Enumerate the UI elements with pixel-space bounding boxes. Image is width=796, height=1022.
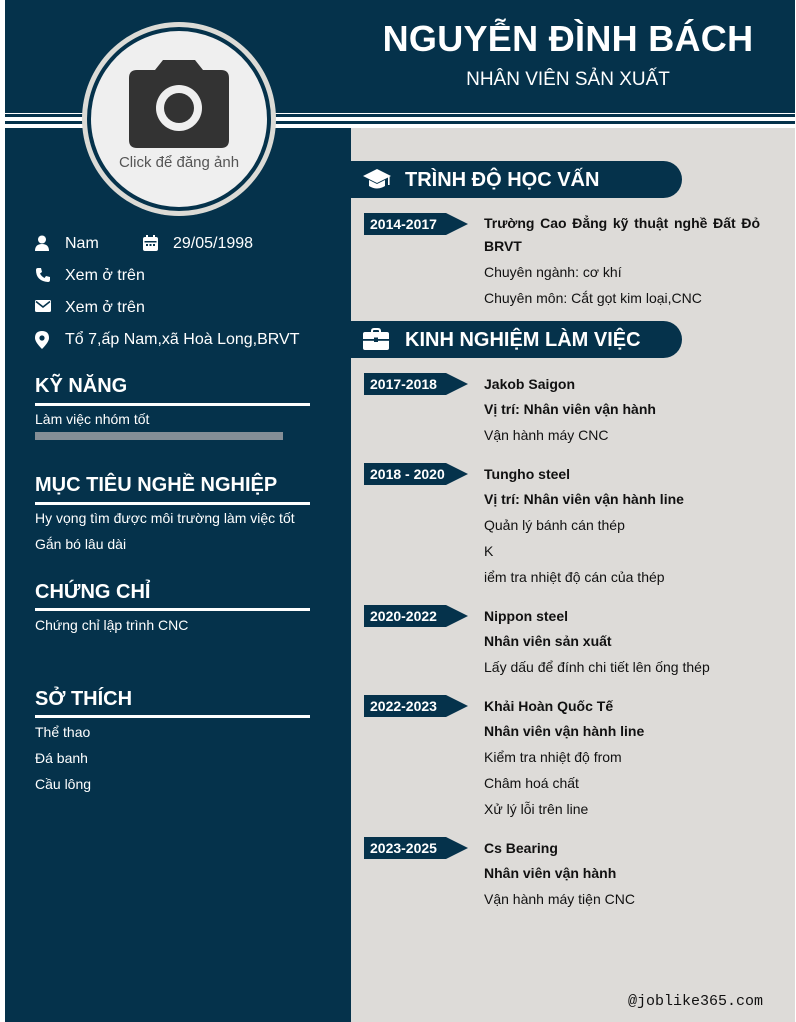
year-tag-label: 2018 - 2020 bbox=[370, 466, 445, 482]
job-position: Vị trí: Nhân viên vận hành bbox=[484, 401, 656, 417]
phone-icon bbox=[35, 267, 51, 283]
phone-value: Xem ở trên bbox=[65, 267, 145, 284]
job-detail: Xử lý lỗi trên line bbox=[484, 801, 589, 817]
job-detail: Lấy dấu để đính chi tiết lên ống thép bbox=[484, 659, 710, 675]
birthdate-value: 29/05/1998 bbox=[173, 235, 254, 252]
year-tag-label: 2014-2017 bbox=[370, 216, 437, 232]
user-icon bbox=[35, 235, 49, 251]
experience-title: KINH NGHIỆM LÀM VIỆC bbox=[405, 329, 641, 351]
education-specialty: Chuyên môn: Cắt gọt kim loại,CNC bbox=[484, 290, 702, 306]
job-position: Nhân viên sản xuất bbox=[484, 633, 612, 649]
left-sidebar bbox=[5, 128, 351, 1022]
career-goal-line: Hy vọng tìm được môi trường làm việc tốt bbox=[35, 510, 295, 526]
company-name: Cs Bearing bbox=[484, 840, 558, 856]
year-tag-label: 2020-2022 bbox=[370, 608, 437, 624]
candidate-job-title: NHÂN VIÊN SẢN XUẤT bbox=[466, 69, 670, 90]
job-detail: K bbox=[484, 543, 494, 559]
experience-banner bbox=[351, 321, 682, 358]
job-position: Nhân viên vận hành bbox=[484, 865, 617, 881]
certificates-title: CHỨNG CHỈ bbox=[35, 581, 151, 603]
gender-value: Nam bbox=[65, 235, 99, 252]
company-name: Nippon steel bbox=[484, 608, 569, 624]
year-tag-label: 2022-2023 bbox=[370, 698, 437, 714]
site-watermark: @joblike365.com bbox=[628, 993, 764, 1010]
hobby-item: Cầu lông bbox=[35, 776, 92, 792]
year-tag-label: 2023-2025 bbox=[370, 840, 437, 856]
job-detail: iểm tra nhiệt độ cán của thép bbox=[484, 569, 665, 585]
skill-name: Làm việc nhóm tốt bbox=[35, 411, 150, 427]
email-value: Xem ở trên bbox=[65, 299, 145, 316]
job-detail: Quản lý bánh cán thép bbox=[484, 517, 625, 533]
job-detail: Châm hoá chất bbox=[484, 775, 579, 791]
school-name: Trường Cao Đẳng kỹ thuật nghề Đất Đỏ BRVT bbox=[484, 215, 760, 254]
hobby-item: Đá banh bbox=[35, 750, 88, 766]
skills-title: KỸ NĂNG bbox=[35, 375, 128, 397]
hobbies-divider bbox=[35, 715, 310, 718]
certificate-item: Chứng chỉ lập trình CNC bbox=[35, 617, 189, 633]
address-value: Tổ 7,ấp Nam,xã Hoà Long,BRVT bbox=[65, 331, 300, 348]
calendar-icon bbox=[143, 235, 158, 251]
career-goal-title: MỤC TIÊU NGHỀ NGHIỆP bbox=[35, 474, 278, 496]
job-detail: Vận hành máy CNC bbox=[484, 427, 609, 443]
company-name: Tungho steel bbox=[484, 466, 571, 482]
hobbies-title: SỞ THÍCH bbox=[35, 688, 133, 710]
education-major: Chuyên ngành: cơ khí bbox=[484, 264, 622, 280]
mail-icon bbox=[35, 299, 51, 313]
hobby-item: Thể thao bbox=[35, 724, 91, 740]
company-name: Khải Hoàn Quốc Tế bbox=[484, 698, 614, 714]
camera-icon bbox=[125, 58, 233, 150]
education-title: TRÌNH ĐỘ HỌC VẤN bbox=[405, 169, 600, 191]
graduation-cap-icon bbox=[363, 167, 391, 193]
briefcase-icon bbox=[363, 327, 389, 351]
job-detail: Vận hành máy tiện CNC bbox=[484, 891, 635, 907]
skill-level-bar bbox=[35, 432, 283, 440]
avatar-upload-label: Click để đăng ảnh bbox=[118, 154, 240, 171]
job-position: Vị trí: Nhân viên vận hành line bbox=[484, 491, 684, 507]
certificates-divider bbox=[35, 608, 310, 611]
job-position: Nhân viên vận hành line bbox=[484, 723, 645, 739]
year-tag-label: 2017-2018 bbox=[370, 376, 437, 392]
education-banner bbox=[351, 161, 682, 198]
career-goal-line: Gắn bó lâu dài bbox=[35, 536, 127, 552]
job-detail: Kiểm tra nhiệt độ from bbox=[484, 749, 622, 765]
career-goal-divider bbox=[35, 502, 310, 505]
candidate-name: NGUYỄN ĐÌNH BÁCH bbox=[382, 18, 754, 59]
avatar-upload[interactable] bbox=[91, 31, 267, 207]
location-icon bbox=[35, 331, 49, 349]
company-name: Jakob Saigon bbox=[484, 376, 576, 392]
skills-divider bbox=[35, 403, 310, 406]
